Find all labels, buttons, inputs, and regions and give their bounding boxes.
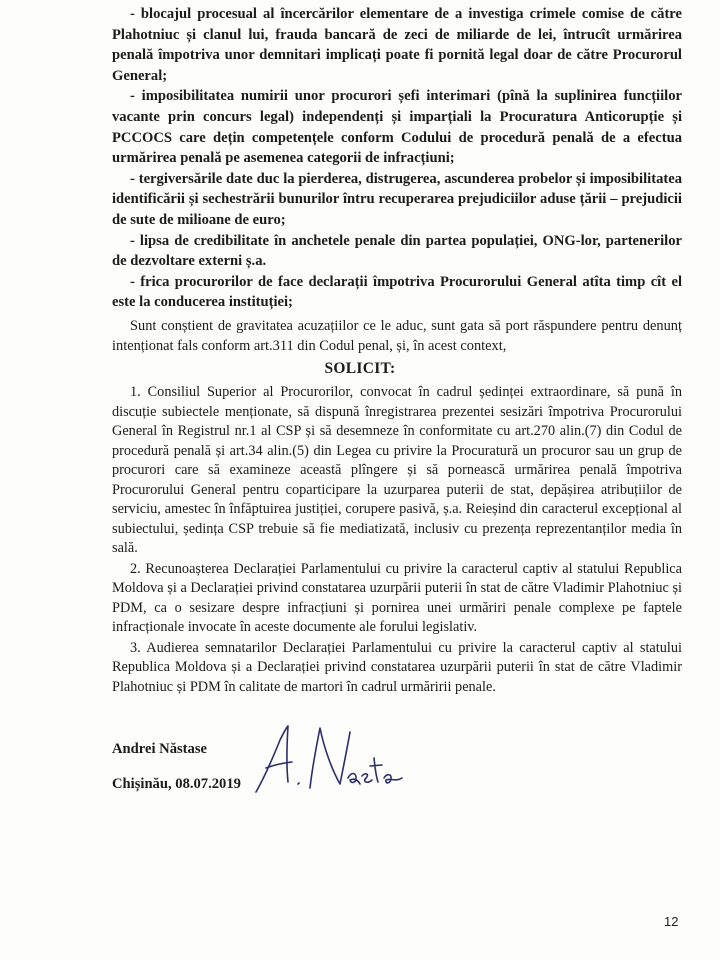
list-item: - lipsa de credibilitate în anchetele penale din partea populației, ONG-lor, partenerilor de dezvoltare externi ș.a. [112,232,682,270]
grievance-list [112,4,682,313]
request-list [112,383,682,698]
place-and-date: Chișinău, 08.07.2019 [112,776,241,792]
list-item: - blocajul procesual al încercărilor elementare de a investiga crimele comise de către Plahotniuc și clanul lui, frauda bancară de zeci de miliarde de lei, întrucît urmărirea penală împotriva unor demnitari implicați poate fi pornită legal doar de către Procurorul General; [112,6,682,84]
request-item: 2. Recunoașterea Declarației Parlamentului cu privire la caracterul captiv al statului Republica Moldova și a Declarației privind constatarea uzurpării puterii în stat de către Vladimir Plahotniuc și PDM, ca o sesizare despre infracțiuni și pornirea unei urmăriri penale complexe pe faptele infracționale invocate în aceste documente ale forului legislativ. [112,560,682,635]
list-item: - tergiversările date duc la pierderea, distrugerea, ascunderea probelor și imposibilitatea identificării și sechestrării bunurilor întru recuperarea prejudiciilor aduse țării – prejudicii de sute de milioane de euro; [112,170,682,228]
statement-paragraph: Sunt conștient de gravitatea acuzațiilor ce le aduc, sunt gata să port răspundere pentru denunț intenționat fals conform art.311 din Codul penal, și, în acest context, [112,318,682,354]
author-name: Andrei Năstase [112,741,207,757]
section-heading: SOLICIT: [324,360,396,377]
request-item: 3. Audierea semnatarilor Declarației Parlamentului cu privire la caracterul captiv al statului Republica Moldova și a Declarației privind constatarea uzurpării puterii în stat de către Vladimir Plahotniuc și PDM în calitate de martori în cadrul urmăririi penale. [112,639,682,695]
page-number: 12 [664,914,679,929]
list-item: - frica procurorilor de face declarații împotriva Procurorului General atîta timp cît el este la conducerea instituției; [112,273,682,311]
request-item: 1. Consiliul Superior al Procurorilor, convocat în cadrul ședinței extraordinare, să pună în discuție subiectele menționate, să dispună înregistrarea prezentei sesizări împotriva Procurorului General în Registrul nr.1 al CSP și să desemneze în conformitate cu art.270 alin.(7) din Codul de procedură penală și art.34 alin.(5) din Legea cu privire la Procuratură un procuror sau un grup de procurori care să examineze această plîngere și să pornească urmărirea penală împotriva Procurorului General pentru coparticipare la uzurparea puterii de stat, depășirea atribuțiilor de serviciu, amestec în înfăptuirea justiției, corupere pasivă, ș.a. Reieșind din caracterul excepțional al subiectului, ședința CSP trebuie să fie mediatizată, inclusiv cu prezența reprezentanților media în sală. [112,384,682,556]
handwritten-signature [250,718,410,803]
list-item: - imposibilitatea numirii unor procurori șefi interimari (pînă la suplinirea funcțiilor vacante prin concurs legal) independenți și imparțiali la Procuratura Anticorupție și PCCOCS care dețin competențele conform Codului de procedură penală de a efectua urmărirea penală pe asemenea categorii de infracțiuni; [112,88,682,167]
